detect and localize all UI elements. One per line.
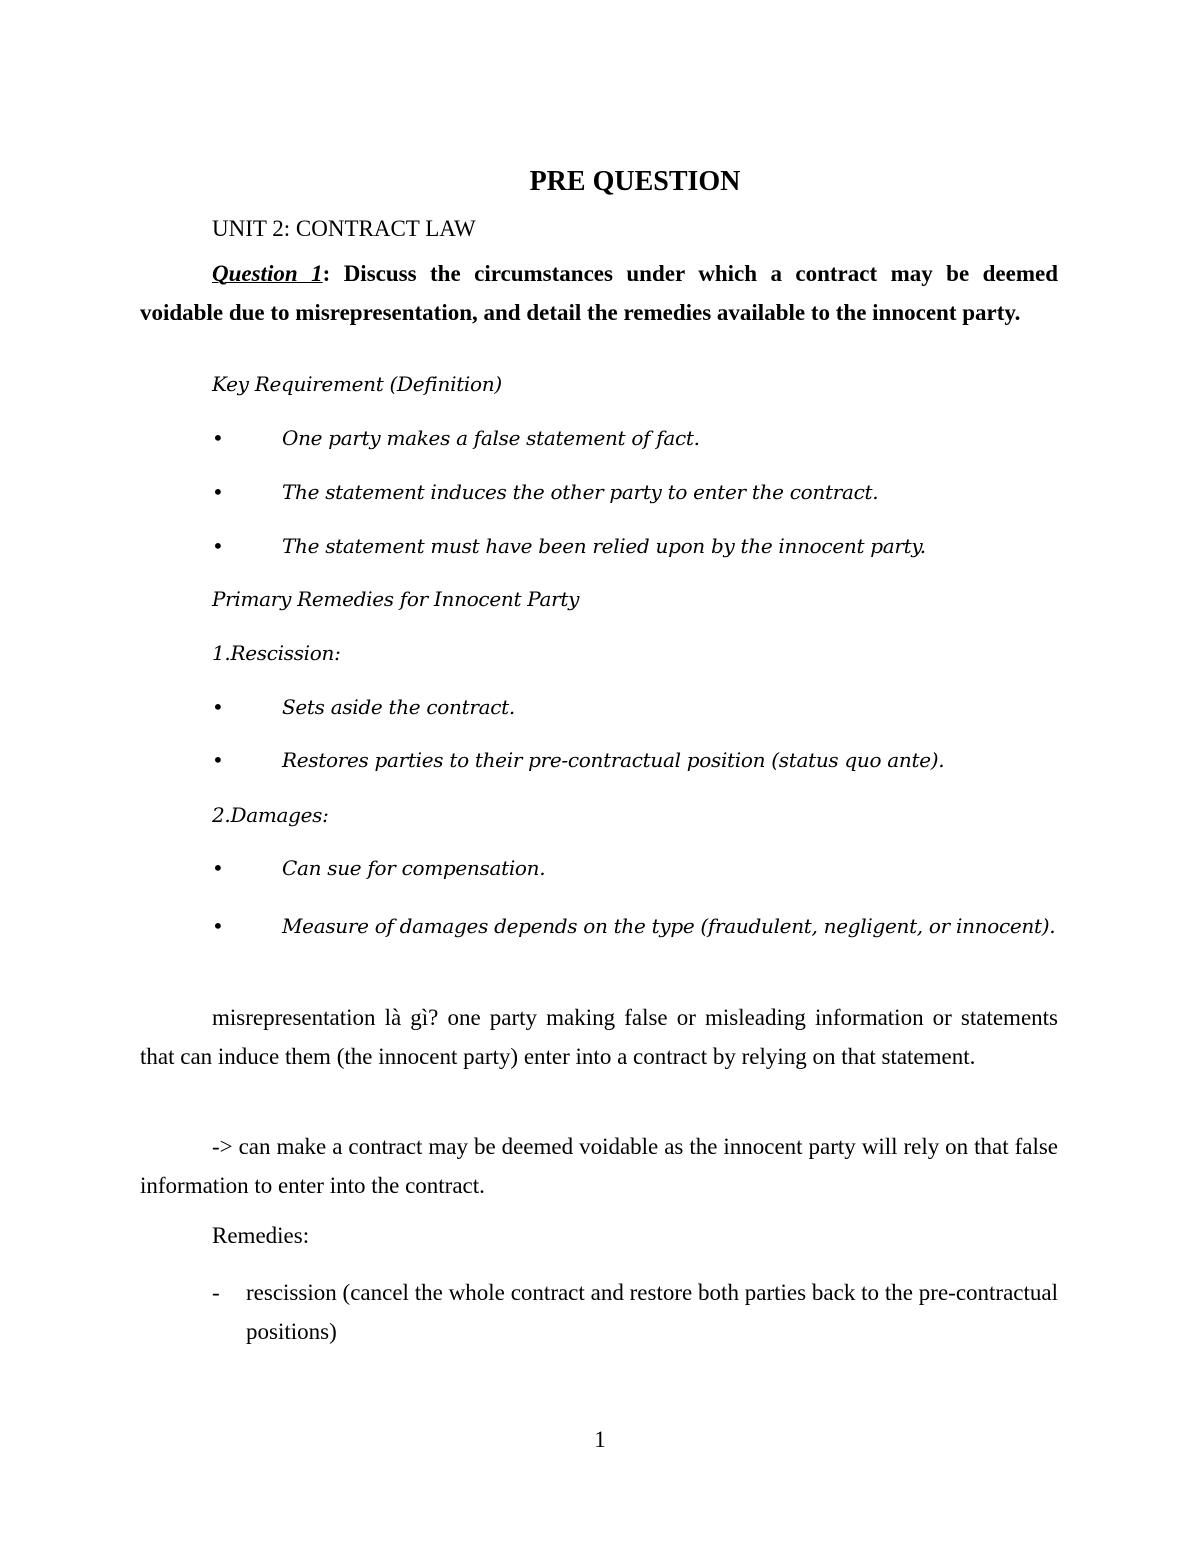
list-item-text: Measure of damages depends on the type (fraudulent, negligent, or innocent). [282, 914, 1056, 938]
bullet-icon: • [212, 480, 224, 504]
list-item [140, 907, 1058, 946]
list-item-text: The statement must have been relied upon by the innocent party. [282, 534, 926, 558]
rescission-heading: 1.Rescission: [212, 641, 341, 665]
list-item-text: rescission (cancel the whole contract and restore both parties back to the pre-contractual positions) [246, 1280, 1058, 1344]
page-number: 1 [594, 1427, 606, 1452]
list-item-text: One party makes a false statement of fact. [282, 426, 700, 450]
bullet-icon: • [212, 426, 224, 450]
unit-heading: UNIT 2: CONTRACT LAW [212, 216, 476, 241]
list-item-text: Can sue for compensation. [282, 856, 546, 880]
answer-paragraph-1: misrepresentation là gì? one party making false or misleading information or statements that can induce them (the innocent party) enter into a contract by relying on that statement. [140, 1005, 1058, 1069]
question-paragraph [140, 255, 1058, 332]
list-item-text: Sets aside the contract. [282, 695, 515, 719]
bullet-icon: • [212, 914, 224, 938]
dash-icon: - [212, 1280, 220, 1305]
damages-heading: 2.Damages: [212, 803, 329, 827]
bullet-icon: • [212, 695, 224, 719]
key-requirement-heading: Key Requirement (Definition) [212, 372, 502, 396]
bullet-icon: • [212, 748, 224, 772]
remedies-label: Remedies: [212, 1223, 310, 1248]
question-text: : Discuss the circumstances under which a contract may be deemed voidable due to misrepresentation, and detail the remedies available to the innocent party. [140, 261, 1059, 325]
answer-paragraph-2: -> can make a contract may be deemed voidable as the innocent party will rely on that false information to enter into the contract. [140, 1134, 1058, 1198]
list-item [212, 1274, 1058, 1351]
list-item-text: Restores parties to their pre-contractual position (status quo ante). [282, 748, 945, 772]
bullet-icon: • [212, 534, 224, 558]
question-label: Question 1 [212, 261, 323, 286]
document-title: PRE QUESTION [529, 166, 741, 197]
primary-remedies-heading: Primary Remedies for Innocent Party [212, 587, 580, 611]
list-item-text: The statement induces the other party to enter the contract. [282, 480, 879, 504]
bullet-icon: • [212, 856, 224, 880]
